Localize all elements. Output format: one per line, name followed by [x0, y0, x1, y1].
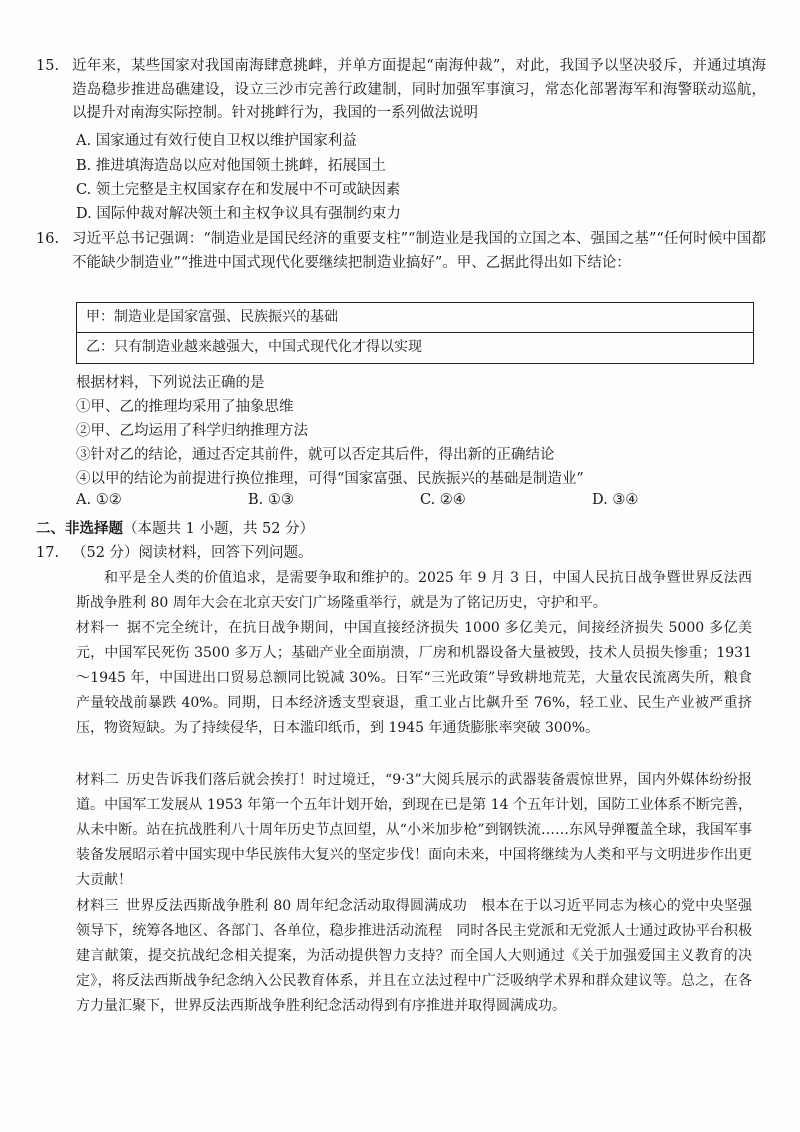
choice-d: D. ③④ [592, 492, 639, 508]
option-c: C. 领土完整是主权国家存在和发展中不可或缺因素 [76, 182, 401, 198]
choice-a: A. ①② [76, 492, 122, 508]
claim-2: ②甲、乙均运用了科学归纳推理方法 [76, 423, 308, 439]
claim-3: ③针对乙的结论，通过否定其前件，就可以否定其后件，得出新的正确结论 [76, 447, 555, 463]
question-stem: 习近平总书记强调：“制造业是国民经济的重要支柱”“制造业是我国的立国之本、强国之基”“任何时候中国都不能缺少制造业”“推进中国式现代化要继续把制造业搞好”。甲、乙据此得出如下结论： [72, 231, 766, 271]
material-2-text: 历史告诉我们落后就会挨打！时过境迁，“9·3”大阅兵展示的武器装备震惊世界，国内外媒体纷纷报道。中国军工发展从 1953 年第一个五年计划开始，到现在已是第 14 个五年计划，国防工业体系不断完善，从未中断。站在抗战胜利八十周年历史节点回望，从“小米加步枪”到钢铁流……东风导弹覆盖全球，我国军事装备发展昭示着中国实现中华民族伟大复兴的坚定步伐！面向未来，中国将继续为人类和平与文明进步作出更大贡献！ [76, 772, 753, 888]
section-heading [36, 517, 314, 538]
option-d: D. 国际仲裁对解决领土和主权争议具有强制约束力 [76, 206, 401, 222]
question-instruction: （52 分）阅读材料，回答下列问题。 [72, 545, 313, 561]
material-1 [76, 616, 752, 741]
question-number: 17. [36, 545, 60, 561]
question-number: 15. [36, 58, 60, 74]
option-b: B. 推进填海造岛以应对他国领土挑衅，拓展国土 [76, 158, 386, 174]
section-title: 二、非选择题 [36, 520, 123, 537]
section-note: （本题共 1 小题，共 52 分） [123, 521, 315, 537]
question-15 [36, 55, 766, 126]
material-1-label: 材料一 [76, 620, 120, 636]
material-3-label: 材料三 [76, 898, 119, 914]
choice-b: B. ①③ [248, 492, 294, 508]
material-3 [76, 894, 752, 1019]
question-stem: 近年来，某些国家对我国南海肆意挑衅，并单方面提起“南海仲裁”，对此，我国予以坚决驳斥，并通过填海造岛稳步推进岛礁建设，设立三沙市完善行政建制，同时加强军事演习，常态化部署海军和海警联动巡航，以提升对南海实际控制。针对挑衅行为，我国的一系列做法说明 [72, 58, 766, 121]
conclusion-box [76, 302, 754, 364]
material-2-label: 材料二 [76, 772, 120, 788]
question-prompt: 根据材料，下列说法正确的是 [76, 375, 265, 391]
option-a: A. 国家通过有效行使自卫权以维护国家利益 [76, 133, 357, 149]
claim-1: ①甲、乙的推理均采用了抽象思维 [76, 399, 294, 415]
question-16 [36, 228, 766, 275]
question-17-head [36, 541, 313, 562]
conclusion-jia: 甲：制造业是国家富强、民族振兴的基础 [86, 309, 338, 325]
question-number: 16. [36, 231, 60, 247]
conclusion-yi: 乙：只有制造业越来越强大，中国式现代化才得以实现 [77, 332, 753, 362]
claim-4: ④以甲的结论为前提进行换位推理，可得“国家富强、民族振兴的基础是制造业” [76, 471, 584, 487]
material-2 [76, 768, 752, 893]
choice-c: C. ②④ [420, 492, 466, 508]
material-3-text: 世界反法西斯战争胜利 80 周年纪念活动取得圆满成功 根本在于以习近平同志为核心的党中央坚强领导下，统筹各地区、各部门、各单位，稳步推进活动流程 同时各民主党派和无党派人士通过政协平台积极建言献策，提交抗战纪念相关提案，为活动提供智力支持？而全国人大则通过《关于加强爱国主义教育的决定》，将反法西斯战争纪念纳入公民教育体系，并且在立法过程中广泛吸纳学术界和群众建议等。总之，在各方力量汇聚下，世界反法西斯战争胜利纪念活动得到有序推进并取得圆满成功。 [76, 898, 753, 1014]
intro-paragraph: 和平是全人类的价值追求，是需要争取和维护的。2025 年 9 月 3 日，中国人民抗日战争暨世界反法西斯战争胜利 80 周年大会在北京天安门广场隆重举行，就是为了铭记历史，守护和平。 [76, 570, 752, 611]
material-1-text: 据不完全统计，在抗日战争期间，中国直接经济损失 1000 多亿美元，间接经济损失 5000 多亿美元，中国军民死伤 3500 多万人；基础产业全面崩溃，厂房和机器设备大量被毁，技术人员损失惨重；1931～1945 年，中国进出口贸易总额同比锐减 30%。日军“三光政策”导致耕地荒芜，大量农民流离失所，粮食产量较战前暴跌 40%。同期，日本经济透支型衰退，重工业占比飙升至 76%，轻工业、民生产业被严重挤压，物资短缺。为了持续侵华，日本滥印纸币，到 1945 年通货膨胀率突破 300%。 [76, 620, 752, 736]
